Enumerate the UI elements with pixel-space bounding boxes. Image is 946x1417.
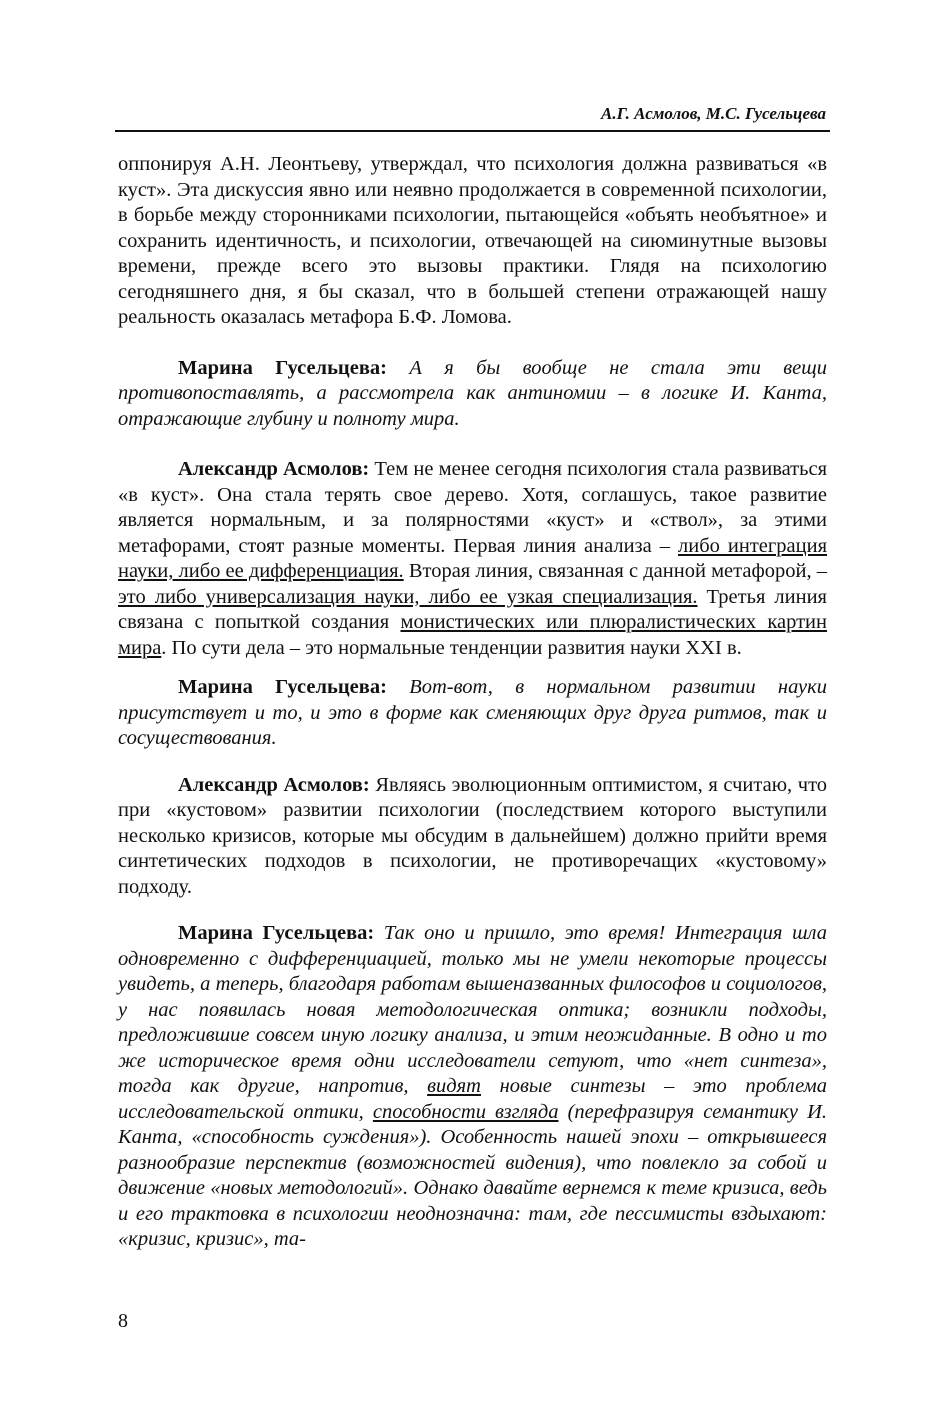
underlined-phrase: видят	[427, 1075, 481, 1097]
page-number: 8	[118, 1310, 128, 1332]
paragraph-continuation: оппонируя А.Н. Леонтьеву, утверждал, что психология должна развиваться «в куст». Эта дискуссия явно или неявно продолжается в современной психологии, в борьбе между сторонниками психологии, пытающейся «объять необъятное» и сохранить идентичность, и психологии, отвечающей на сиюминутные вызовы времени, прежде всего это вызовы практики. Глядя на психологию сегодняшнего дня, я бы сказал, что в большей степени отражающей нашу реальность оказалась метафора Б.Ф. Ломова.	[118, 153, 827, 328]
paragraph-asmolov-2	[118, 773, 827, 901]
underlined-phrase: монистических или плюралистических картин мира	[118, 611, 827, 659]
paragraph-guseltseva-1	[118, 356, 827, 433]
speaker-name: Марина Гусельцева:	[178, 676, 387, 698]
running-header	[115, 104, 830, 132]
page-body	[118, 152, 827, 1253]
underlined-phrase: либо интеграция науки, либо ее дифференциация.	[118, 534, 828, 582]
speaker-text: . По сути дела – это нормальные тенденции развития науки XXI в.	[161, 636, 742, 659]
header-authors: А.Г. Асмолов, М.С. Гусельцева	[601, 104, 826, 123]
underlined-phrase: способности взгляда	[372, 1100, 559, 1123]
speaker-text: новые синтезы – это проблема исследовательской оптики,	[118, 1075, 827, 1123]
paragraph-guseltseva-2	[118, 675, 827, 752]
speaker-text: Являясь эволюционным оптимистом, я считаю, что при «кустовом» развитии психологии (последствием которого выступили несколько кризисов, которые мы обсудим в дальнейшем) должно прийти время синтетических подходов в психологии, не противоречащих «кустовому» подходу.	[118, 773, 828, 898]
speaker-text: Тем не менее сегодня психология стала развиваться «в куст». Она стала терять свое дерево. Хотя, соглашусь, такое развитие является нормальным, и за полярностями «куст» и «ствол», за этими метафорами, стоят разные моменты. Первая линия анализа –	[118, 458, 828, 557]
speaker-text: Третья линия связана с попыткой создания	[118, 585, 827, 633]
speaker-text: Вторая линия, связанная с данной метафорой, –	[403, 560, 827, 582]
underlined-phrase: это либо универсализация науки, либо ее узкая специализация.	[118, 585, 698, 608]
speaker-text: Так оно и пришло, это время! Интеграция шла одновременно с дифференциацией, только мы не умели некоторые процессы увидеть, а теперь, благодаря работам вышеназванных философов и социологов, у нас появилась новая методологическая оптика; возникли подходы, предложившие совсем иную логику анализа, и этим неожиданные. В одно и то же историческое время одни исследователи сетуют, что «нет синтеза», тогда как другие, напротив,	[118, 922, 828, 1097]
paragraph-asmolov-1	[118, 457, 827, 661]
speaker-name: Марина Гусельцева:	[178, 922, 375, 944]
speaker-name: Александр Асмолов:	[178, 773, 370, 796]
speaker-name: Александр Асмолов:	[178, 458, 370, 480]
speaker-name: Марина Гусельцева:	[178, 356, 387, 379]
speaker-text: (перефразируя семантику И. Канта, «способность суждения»). Особенность нашей эпохи – открывшееся разнообразие перспектив (возможностей видения), что повлекло за собой и движение «новых методологий». Однако давайте вернемся к теме кризиса, ведь и его трактовка в психологии неоднозначна: там, где пессимисты вздыхают: «кризис, кризис», та-	[118, 1100, 827, 1250]
speaker-text: А я бы вообще не стала эти вещи противопоставлять, а рассмотрела как антиномии – в логике И. Канта, отражающие глубину и полноту мира.	[118, 356, 827, 430]
speaker-text: Вот-вот, в нормальном развитии науки присутствует и то, и это в форме как сменяющих друг друга ритмов, так и сосуществования.	[118, 676, 827, 749]
paragraph-guseltseva-3	[118, 921, 827, 1253]
